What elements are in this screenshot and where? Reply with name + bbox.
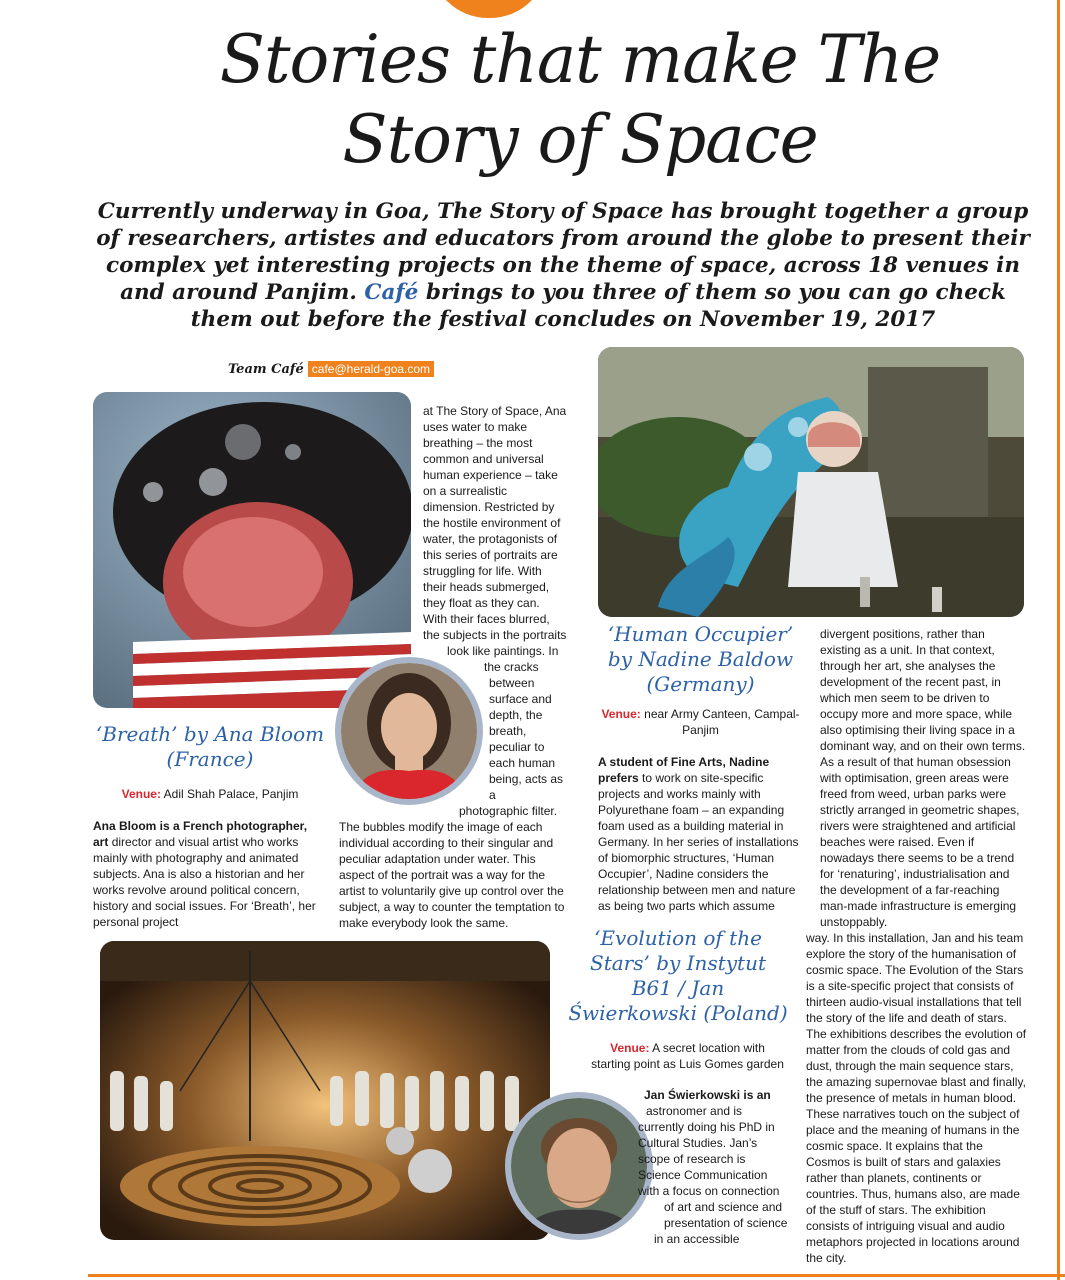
human-occupier-col1: A student of Fine Arts, Nadine prefers to work on site-specific projects and works mainly with Polyurethane foam – an expanding foam used as a building material in Germany. In her series of installations of biomorphic structures, ‘Human Occupier’, Nadine considers the relationship between men and nature as being two parts which assume — [598, 755, 799, 913]
human-occupier-heading: ‘Human Occupier’ by Nadine Baldow (Germany) — [607, 622, 794, 696]
cafe-brand: Café — [364, 280, 419, 305]
evolution-stars-venue: Venue: A secret location with starting point as Luis Gomes garden — [591, 1041, 784, 1071]
breath-col2-text: at The Story of Space, Ana uses water to make breathing – the most common and universal human experience – take on a surrealistic dimension. Restricted by the hostile environment of water, the protagonists of this series of portraits are struggling for life. With their heads submerged, they float as they can. With their faces blurred, the subjects in the portraits look like paintings. In the cracks between surface and depth, the breath, peculiar to each human being, acts as a photographic filter. The bubbles modify the image of each individual according to their singular and peculiar adaptation under water. This aspect of the portrait was a way for the artist to voluntarily give up control over the subject, a way to counter the temptation to make everybody look the same. — [339, 404, 567, 930]
evolution-stars-photo-image — [100, 941, 550, 1240]
byline: Team Café cafe@herald-goa.com — [228, 362, 434, 377]
page-title: Stories that make The Story of Space — [219, 21, 941, 178]
right-rule — [1057, 0, 1060, 1280]
human-occupier-photo-image — [598, 347, 1024, 617]
header-decoration — [430, 0, 548, 18]
email-link[interactable]: cafe@herald-goa.com — [308, 361, 434, 377]
wrap-1 — [339, 653, 447, 669]
human-occupier-col2: divergent positions, rather than existing as a unit. In that context, through her art, she analyses the development of the recent past, in which men seem to be driven to occupy more and more space, while also optimising their living space in a dominant way, and on their own terms. As a result of that human obsession with optimisation, green areas were freed from weed, urban parks were strictly arranged in geometric shapes, rivers were straightened and artificial beaches were raised. Even if nowadays there seems to be a trend for ‘renaturing’, industrialisation and the development of a far-reaching man-made infrastructure is emerging unstoppably. — [820, 627, 1026, 929]
wrap-3 — [339, 685, 489, 797]
evolution-stars-photo — [100, 941, 550, 1240]
left-spacer — [339, 403, 423, 653]
bottom-rule — [88, 1274, 1065, 1277]
wrap-2 — [339, 669, 484, 685]
evolution-stars-col2: way. In this installation, Jan and his team explore the story of the humanisation of cosmic space. The Evolution of the Stars is a site-specific project that consists of thirteen audio-visual installations that tell the story of the life and death of stars. The exhibitions describes the evolution of matter from the clouds of cold gas and dust, through the main sequence stars, the amazing supernovae blast and finally, the presence of metals in human blood. These narratives touch on the subject of place and the meaning of humans in the cosmic space. It explains that the Cosmos is built of stars and galaxies rather than planets, continents or countries. Thus, humans also, are made of the stuff of stars. The exhibition consists of intriguing visual and audio metaphors projected in locations around the city. — [806, 931, 1027, 1265]
breath-col1: Ana Bloom is a French photographer, art director and visual artist who works mainly with photography and animated subjects. Ana is also a historian and her works revolve around political concern, history and social issues. For ‘Breath’, her personal project — [93, 819, 316, 929]
wrap-4 — [339, 797, 459, 813]
breath-heading: ‘Breath’ by Ana Bloom (France) — [95, 722, 325, 771]
evolution-stars-heading: ‘Evolution of the Stars’ by Instytut B61 / Jan Świerkowski (Poland) — [568, 926, 788, 1025]
human-occupier-venue: Venue: near Army Canteen, Campal-Panjim — [601, 707, 800, 737]
standfirst: Currently underway in Goa, The Story of Space has brought together a group of researchers, artistes and educators from around the globe to present their complex yet interesting projects on the theme of space, across 18 venues in and around Panjim. Café brings to you three of them so you can go check them out before the festival concludes on November 19, 2017 — [96, 199, 1030, 332]
breath-venue: Venue: Adil Shah Palace, Panjim — [121, 787, 299, 801]
evolution-stars-col1: Jan Świerkowski is an astronomer and is currently doing his PhD in Cultural Studies. Jan’s scope of research is Science Communication with a focus on connection of art and science and presentation of science in an accessible — [638, 1088, 788, 1246]
human-occupier-photo — [598, 347, 1024, 617]
